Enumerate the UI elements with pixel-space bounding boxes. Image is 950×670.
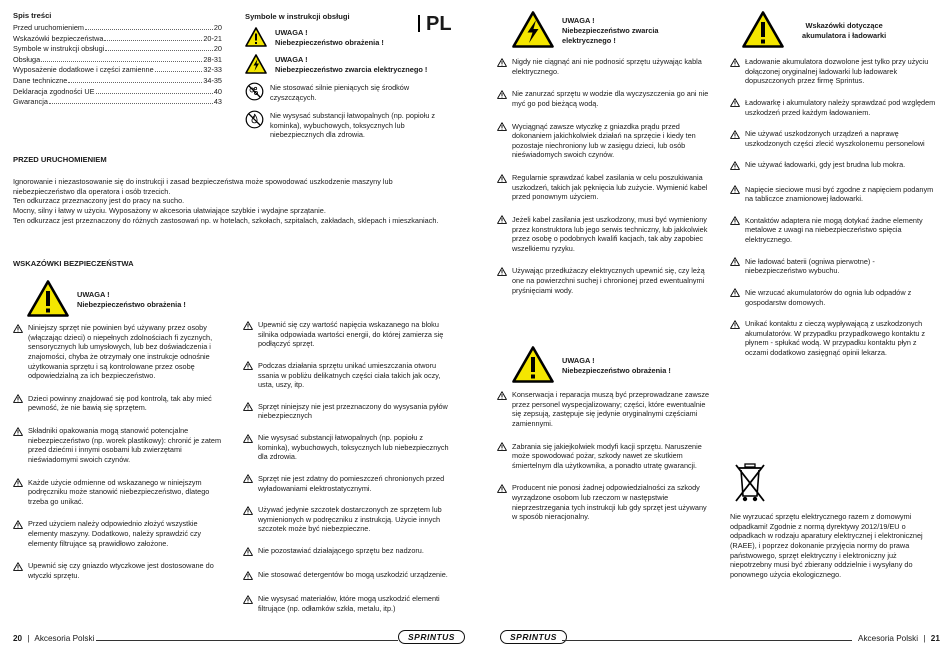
safety-item-text: Sprzęt niniejszy nie jest przeznaczony do wysysania pyłów niebezpiecznych xyxy=(258,401,448,421)
right-footer-label: Akcesoria Polski xyxy=(858,634,919,643)
paragraph-line: niebezpieczeństwo dla operatora i osób trzecich. xyxy=(13,186,171,196)
safety-item xyxy=(730,216,938,245)
toc-row xyxy=(13,54,222,65)
right-page-number: 21 xyxy=(930,634,940,643)
battery-title-line1: Wskazówki dotyczące xyxy=(805,20,883,30)
right-footer xyxy=(858,634,940,645)
safety-list-col1 xyxy=(13,323,226,594)
electric-warning-icon xyxy=(245,54,267,77)
toc-label: Wyposażenie dodatkowe i części zamienne xyxy=(13,65,154,75)
symbols-section xyxy=(245,12,445,146)
safety-item xyxy=(497,390,710,429)
safety-item xyxy=(497,266,710,295)
safety-item-text: Wyciągnąć zawsze wtyczkę z gniazdka prądu przed dokonaniem jakichkolwiek działań na sprzęcie i kiedy ten pozostaje niechroniony lub w zasięgu dzieci, lub osób nieświadomych swoich czynów. xyxy=(512,121,696,160)
safety-item-text: Podczas działania sprzętu unikać umieszczania otworu ssania w pobliżu delikatnych części ciała takich jak oczy, usta, uszy, itp. xyxy=(258,360,441,390)
safety-title: WSKAZÓWKI BEZPIECZEŃSTWA xyxy=(13,259,134,268)
toc-row xyxy=(13,75,222,86)
battery-title-line2: akumulatora i ładowarki xyxy=(802,30,887,40)
safety-list-col2 xyxy=(243,320,455,626)
left-footer xyxy=(13,634,94,645)
toc xyxy=(13,11,222,107)
no-fire-icon xyxy=(245,110,264,132)
toc-page: 43 xyxy=(213,97,222,107)
warning-icon xyxy=(243,402,253,421)
paragraph-line: Ten odkurzacz przeznaczony jest do pracy na sucho. xyxy=(13,196,185,206)
safety-item xyxy=(13,323,226,381)
warning-icon xyxy=(730,257,740,276)
safety-item-text: Nie używać uszkodzonych urządzeń a naprawę uszkodzonych części zlecić wyszkolonemu personelowi xyxy=(745,129,925,148)
safety-item-text: Upewnić się czy wartość napięcia wskazanego na bloku silnika odpowiada wartości energii, do której zamierza się podłączyć sprzęt. xyxy=(258,320,444,349)
warning-icon xyxy=(730,98,740,117)
warning-icon xyxy=(730,161,740,173)
toc-page: 20 xyxy=(213,22,222,32)
safety-item xyxy=(497,483,710,522)
warning-icon xyxy=(497,174,507,202)
warn-line2: Niebezpieczeństwo obrażenia ! xyxy=(77,299,186,309)
safety-item-text: Niniejszy sprzęt nie powinien być używany przez osoby (włączając dzieci) o niepełnych zdolnościach fi zycznych, sensorycznych lub umysłowych, lub bez doświadczenia i znajomości, chyba że otrzymały one instrukcje odnośnie użytkowania sprzętu i są kontrolowane przez osobę odpowiedzialną za ich bezpieczeństwo. xyxy=(28,323,213,381)
warn-line3: elektrycznego ! xyxy=(562,35,616,45)
warning-icon xyxy=(243,506,253,534)
warn-line1: UWAGA ! xyxy=(77,289,110,299)
safety-item-text: Ładowarkę i akumulatory należy sprawdzać pod względem uszkodzeń przed każdym ładowaniem. xyxy=(745,97,936,117)
safety-item-text: Przed użyciem należy odpowiednio złożyć wszystkie elementy maszyny. Dodatkowo, należy sprawdzić czy elementy filtrujące są prawidłowo założone. xyxy=(28,519,202,548)
left-page-number: 20 xyxy=(13,634,23,643)
safety-item-text: Jeżeli kabel zasilania jest uszkodzony, musi być wymieniony przez konstruktora lub jego serwis techniczny, lub jakkolwiek przez osobę o podobnych kwalifi kacjach, tak aby zapobiec wszelkiemu ryzyku. xyxy=(512,214,708,253)
before-start-text xyxy=(13,177,463,225)
safety-item xyxy=(497,173,710,202)
warning-icon xyxy=(243,434,253,462)
left-footer-label: Akcesoria Polski xyxy=(34,634,95,643)
toc-row xyxy=(13,43,222,54)
safety-item xyxy=(13,519,226,548)
battery-list xyxy=(730,57,938,370)
toc-row xyxy=(13,96,222,107)
left-brand-logo xyxy=(398,632,465,643)
electric-warning-icon xyxy=(512,11,554,51)
warning-icon xyxy=(497,215,507,253)
toc-leader xyxy=(68,82,202,83)
safety-item xyxy=(730,257,938,276)
toc-page: 20 xyxy=(213,44,222,54)
warning-icon xyxy=(497,484,507,522)
warn-line1: UWAGA ! xyxy=(275,28,308,38)
safety-item-text: Nie zanurzać sprzętu w wodzie dla wyczyszczenia go ani nie myć go pod bieżącą wodą. xyxy=(512,89,709,108)
before-start-section xyxy=(13,155,463,225)
brand-name: SPRINTUS xyxy=(500,630,567,644)
warning-icon xyxy=(243,547,253,559)
safety-item xyxy=(497,122,710,161)
language-tag xyxy=(418,11,452,37)
safety-item xyxy=(243,546,455,558)
paragraph-line: Ignorowanie i niezastosowanie się do instrukcji i zasad bezpieczeństwa może spowodować uszkodzenie maszyny lub xyxy=(13,177,393,187)
safety-item xyxy=(13,394,226,413)
warning-icon xyxy=(497,267,507,295)
weee-text: Nie wyrzucać sprzętu elektrycznego razem z domowymi odpadkami! Zgodnie z normą dyrektywy 2012/19/EU o odpadkach w rodzaju aparatury elektrycznej i elektronicznej (RAEE), i poprzez dokonanie przyjęcia normy do prawa państwowego, sprzęt elektryczny i elektroniczny już niepotrzebny musi być zbierany oddzielnie i wysyłany do ponownego użycia ekologicznego. xyxy=(730,512,923,579)
warning-icon xyxy=(243,474,253,493)
safety-item-text: Nie stosować detergentów bo mogą uszkodzić urządzenie. xyxy=(258,570,448,580)
toc-label: Deklaracja zgodności UE xyxy=(13,86,95,96)
right-brand-logo xyxy=(500,632,567,643)
warn-line1: UWAGA ! xyxy=(562,15,595,25)
safety-item xyxy=(243,361,455,390)
toc-leader xyxy=(105,50,213,51)
symbols-title: Symbole w instrukcji obsługi xyxy=(245,12,350,21)
safety-item xyxy=(497,57,710,76)
toc-label: Obsługa xyxy=(13,54,41,64)
toc-page: 40 xyxy=(213,86,222,96)
safety-item-text: Kontaktów adaptera nie mogą dotykać żadne elementy metalowe z uwagi na niebezpieczeństwo spięcia elektrycznego. xyxy=(745,215,923,244)
before-start-title: PRZED URUCHOMIENIEM xyxy=(13,155,107,164)
toc-page: 28-31 xyxy=(203,54,222,64)
paragraph-line: Mocny, silny i łatwy w użyciu. Wyposażony w akcesoria ułatwiające szybkie i wydajne sprzątanie. xyxy=(13,205,326,215)
toc-row xyxy=(13,33,222,44)
footer-separator: | xyxy=(923,634,926,643)
warning-icon xyxy=(497,122,507,160)
toc-label: Dane techniczne xyxy=(13,75,68,85)
warning-icon xyxy=(13,394,23,413)
warning-icon xyxy=(730,185,740,204)
warn-line2: Niebezpieczeństwo obrażenia ! xyxy=(275,38,384,48)
safety-item xyxy=(730,98,938,117)
brand-name: SPRINTUS xyxy=(398,630,465,644)
warning-icon xyxy=(13,427,23,465)
safety-item xyxy=(243,570,455,582)
safety-item xyxy=(730,57,938,86)
toc-leader xyxy=(155,71,203,72)
safety-item xyxy=(243,433,455,462)
symbol-injury-warning xyxy=(245,27,445,50)
maintenance-injury-warning xyxy=(512,346,671,386)
safety-item xyxy=(497,89,710,108)
language-bar xyxy=(418,15,420,32)
language-code: PL xyxy=(426,13,452,35)
warn-line2: Niebezpieczeństwo zwarcia elektrycznego ! xyxy=(275,64,428,74)
warn-line2: Niebezpieczeństwo obrażenia ! xyxy=(562,365,671,375)
safety-item-text: Każde użycie odmienne od wskazanego w niniejszym podręczniku może stanowić niebezpieczeństwo, dlatego trzeba go unikać. xyxy=(28,477,210,506)
warning-icon xyxy=(243,571,253,583)
warn-line1: UWAGA ! xyxy=(275,54,308,64)
maintenance-list xyxy=(497,390,710,535)
safety-item xyxy=(497,215,710,254)
warning-icon xyxy=(243,321,253,349)
safety-item-text: Upewnić się czy gniazdo wtyczkowe jest dostosowane do wtyczki sprzętu. xyxy=(28,561,214,580)
toc-label: Wskazówki bezpieczeństwa xyxy=(13,33,104,43)
safety-item xyxy=(730,288,938,307)
weee-bin-icon xyxy=(733,462,767,507)
toc-title: Spis treści xyxy=(13,11,52,20)
warning-triangle-icon xyxy=(245,27,267,50)
paragraph-line: Ten odkurzacz jest przeznaczony do różnych zastosowań np. w hotelach, szkołach, szpitalach, zakładach, sklepach i mieszkaniach. xyxy=(13,215,439,225)
warn-line1: UWAGA ! xyxy=(562,355,595,365)
toc-label: Przed uruchomieniem xyxy=(13,22,84,32)
safety-item-text: Unikać kontaktu z cieczą wypływającą z uszkodzonych akumulatorów. W przypadku przypadkowego kontaktu z płynem - spłukać wodą. W przypadku kontaktu płyn z oczami dodatkowo zasięgnąć opinii lekarza. xyxy=(745,319,926,357)
warning-triangle-icon xyxy=(742,11,784,51)
safety-item xyxy=(730,160,938,172)
safety-item-text: Regularnie sprawdzać kabel zasilania w celu poszukiwania uszkodzeń, takich jak pęknięcia lub zużycie. Wymienić kabel przed ponownym użyciem. xyxy=(512,173,708,202)
electric-safety-list xyxy=(497,57,710,308)
symbol-electric-warning xyxy=(245,54,445,77)
safety-item-text: Nie pozostawiać działającego sprzętu bez nadzoru. xyxy=(258,546,424,555)
safety-item-text: Zabrania się jakiejkolwiek modyfi kacji sprzętu. Naruszenie może spowodować pożar, szkody nawet ze skutkiem śmiertelnym dla użytkownika, a ponadto utratę gwarancji. xyxy=(512,441,702,470)
warning-icon xyxy=(730,288,740,307)
no-foam-text: Nie stosować silnie pieniących się środków czyszczących. xyxy=(270,83,410,102)
safety-item-text: Nie wysysać substancji łatwopalnych (np. popiołu z kominka), wybuchowych, toksycznych lub niebezpiecznych dla zdrowia. xyxy=(258,433,449,462)
safety-item xyxy=(13,478,226,507)
safety-item-text: Składniki opakowania mogą stanowić potencjalne niebezpieczeństwo (np. worek plastikowy): chronić je zatem przed dziećmi i innymi osobami lub zwierzętami nieświadomymi swoich czynów. xyxy=(28,426,222,464)
safety-item-text: Konserwacja i reparacja muszą być przeprowadzane zawsze przez personel wyspecjalizowany; części, które ewentualnie się zepsują, zastępuje się jedynie oryginalnymi częściami zamiennymi. xyxy=(512,390,710,428)
footer-separator: | xyxy=(27,634,30,643)
warning-icon xyxy=(497,442,507,470)
safety-item xyxy=(730,185,938,204)
toc-page: 32-33 xyxy=(203,65,222,75)
battery-warning xyxy=(742,11,886,51)
safety-item xyxy=(243,505,455,534)
safety-item-text: Nie wrzucać akumulatorów do ognia lub odpadów z gospodarstw domowych. xyxy=(745,287,912,307)
safety-injury-warning xyxy=(27,280,186,320)
warning-icon xyxy=(13,520,23,548)
toc-label: Gwarancja xyxy=(13,97,48,107)
safety-item xyxy=(243,320,455,349)
toc-leader xyxy=(41,61,202,62)
warning-icon xyxy=(13,562,23,581)
safety-item-text: Ładowanie akumulatora dozwolone jest tylko przy użyciu dołączonej oryginalnej ładowarki lub ładowarek dopuszczonych przez firmę Sprintus. xyxy=(745,57,929,86)
warning-icon xyxy=(497,58,507,77)
safety-item-text: Sprzęt nie jest zdatny do pomieszczeń chronionych przed wyładowaniami elektrostatycznymi. xyxy=(258,473,445,493)
no-foam-icon xyxy=(245,82,264,104)
warning-icon xyxy=(13,324,23,381)
safety-item xyxy=(497,442,710,471)
safety-item-text: Nie wysysać materiałów, które mogą uszkodzić elementi filtrujące (np. odłamków szkła, metalu, itp.) xyxy=(258,594,440,613)
safety-item-text: Producent nie ponosi żadnej odpowiedzialności za szkody wyrządzone osobom lub rzeczom w następstwie nieprzestrzegania tych instrukcji lub gdy sprzęt jest używany w sposób nieracjonalny. xyxy=(512,483,707,522)
warning-icon xyxy=(243,595,253,614)
toc-row xyxy=(13,22,222,33)
toc-row xyxy=(13,86,222,97)
left-footer-rule xyxy=(96,640,398,641)
toc-leader xyxy=(85,29,213,30)
safety-item xyxy=(730,129,938,148)
safety-item-text: Dzieci powinny znajdować się pod kontrolą, tak aby mieć pewność, że nie bawią się sprzętem. xyxy=(28,393,212,413)
safety-item xyxy=(13,561,226,580)
safety-item xyxy=(243,474,455,493)
toc-leader xyxy=(96,93,213,94)
safety-item xyxy=(730,319,938,358)
warn-line2: Niebezpieczeństwo zwarcia xyxy=(562,25,659,35)
warning-triangle-icon xyxy=(27,280,69,320)
toc-leader xyxy=(49,103,213,104)
warning-icon xyxy=(730,58,740,86)
no-flammable-text: Nie wysysać substancji łatwopalnych (np. popiołu z kominka), wybuchowych, toksycznych lub niebezpiecznych dla zdrowia. xyxy=(270,110,436,140)
right-footer-rule xyxy=(562,640,852,641)
toc-page: 20-21 xyxy=(203,33,222,43)
toc-leader xyxy=(104,40,202,41)
electric-warning xyxy=(512,11,659,51)
safety-item xyxy=(13,426,226,465)
warning-icon xyxy=(730,130,740,149)
warning-icon xyxy=(497,391,507,429)
safety-item-text: Używać jedynie szczotek dostarczonych ze sprzętem lub wymienionych w podręczniku z instrukcją. Użycie innych szczotek może być niebezpieczne. xyxy=(258,505,442,534)
safety-item xyxy=(243,402,455,421)
safety-item-text: Nie ładować baterii (ogniwa pierwotne) - niebezpieczeństwo wybuchu. xyxy=(745,256,875,276)
safety-item xyxy=(243,594,455,613)
warning-icon xyxy=(730,216,740,244)
toc-list xyxy=(13,22,222,107)
warning-triangle-icon xyxy=(512,346,554,386)
symbol-no-foam xyxy=(245,82,445,104)
safety-item-text: Nigdy nie ciągnąć ani nie podnosić sprzętu używając kabla elektrycznego. xyxy=(512,57,702,76)
warning-icon xyxy=(243,361,253,389)
safety-item-text: Napięcie sieciowe musi być zgodne z napięciem podanym na tabliczce znamionowej ładowarki. xyxy=(745,184,934,204)
toc-page: 34-35 xyxy=(203,75,222,85)
safety-item-text: Używając przedłużaczy elektrycznych upewnić się, czy leżą one na powierzchni suchej i chronionej przed ewentualnymi pryśnięciami wody. xyxy=(512,266,705,295)
safety-item-text: Nie używać ładowarki, gdy jest brudna lub mokra. xyxy=(745,160,906,170)
toc-label: Symbole w instrukcji obsługi xyxy=(13,44,105,54)
warning-icon xyxy=(730,320,740,358)
toc-row xyxy=(13,64,222,75)
warning-icon xyxy=(497,90,507,109)
warning-icon xyxy=(13,478,23,506)
symbol-no-flammable xyxy=(245,110,445,140)
